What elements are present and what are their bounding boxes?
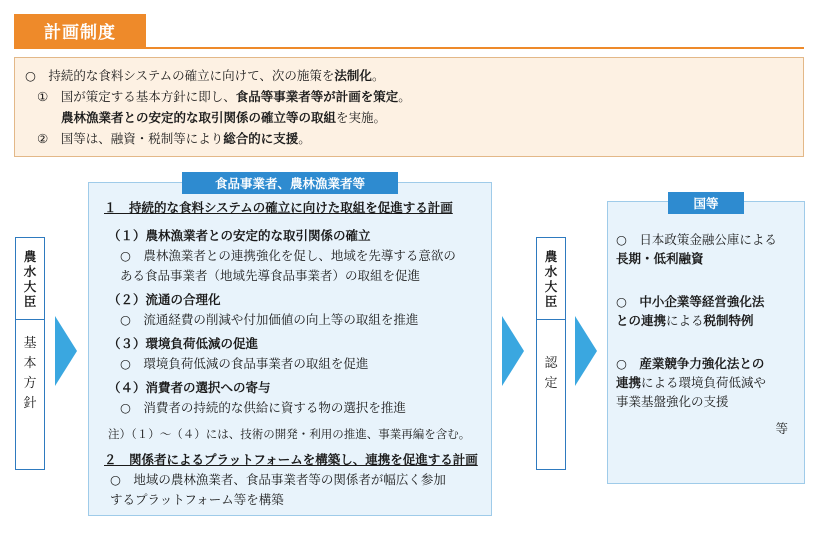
item-3-title: （３）環境負荷低減の促進 [108,336,259,351]
items-note: 注）（１）～（４）には、技術の開発・利用の推進、事業再編を含む。 [108,427,471,441]
minister-policy-box [15,237,45,470]
item-2-desc: ○ 流通経費の削減や付加価値の向上等の取組を推進 [120,312,419,327]
support-item-3: ○ 産業競争力強化法との 連携による環境負荷低減や 事業基盤強化の支援 [616,356,767,409]
support-etc: 等 [775,421,788,436]
summary-line-4: ② 国等は、融資・税制等により総合的に支援。 [37,131,311,146]
right-arrow-icon [55,316,77,386]
right-arrow-icon [502,316,524,386]
item-4-title: （４）消費者の選択への寄与 [108,380,271,395]
minister-label: 農 水 大 臣 [537,238,565,320]
title-underline [14,47,804,49]
item-3-desc: ○ 環境負荷低減の食品事業者の取組を促進 [120,356,369,371]
right-arrow-icon [575,316,597,386]
section-2-desc: ○ 地域の農林漁業者、食品事業者等の関係者が幅広く参加 [110,472,446,487]
summary-line-3: 農林漁業者との安定的な取引関係の確立等の取組を実施。 [61,110,387,125]
minister-label: 農 水 大 臣 [16,238,44,320]
support-tab: 国等 [668,192,744,214]
item-2-title: （２）流通の合理化 [108,292,221,307]
support-item-1: ○ 日本政策金融公庫による 長期・低利融資 [616,232,777,266]
summary-line-1: ○ 持続的な食料システムの確立に向けて、次の施策を法制化。 [25,68,385,83]
section-2-title: ２ 関係者によるプラットフォームを構築し、連携を促進する計画 [104,452,478,467]
section-2-desc-cont: するプラットフォーム等を構築 [110,492,284,507]
section-1-title: １ 持続的な食料システムの確立に向けた取組を促進する計画 [104,200,453,215]
summary-box [14,57,804,157]
support-content [616,230,796,438]
item-1-desc-cont: ある食品事業者（地域先導食品事業者）の取組を促進 [120,268,421,283]
minister-approval-box [536,237,566,470]
business-plan-content [96,198,486,510]
summary-line-2: ① 国が策定する基本方針に即し、食品等事業者等が計画を策定。 [37,89,411,104]
support-item-2: ○ 中小企業等経営強化法 との連携による税制特例 [616,294,765,328]
item-4-desc: ○ 消費者の持続的な供給に資する物の選択を推進 [120,400,406,415]
page-title: 計画制度 [14,14,146,47]
approval-label: 認 定 [544,356,558,391]
item-1-desc: ○ 農林漁業者との連携強化を促し、地域を先導する意欲の [120,248,456,263]
business-plan-tab: 食品事業者、農林漁業者等 [182,172,398,194]
item-1-title: （１）農林漁業者との安定的な取引関係の確立 [108,228,371,243]
basic-policy-label: 基 本 方 針 [23,336,37,411]
